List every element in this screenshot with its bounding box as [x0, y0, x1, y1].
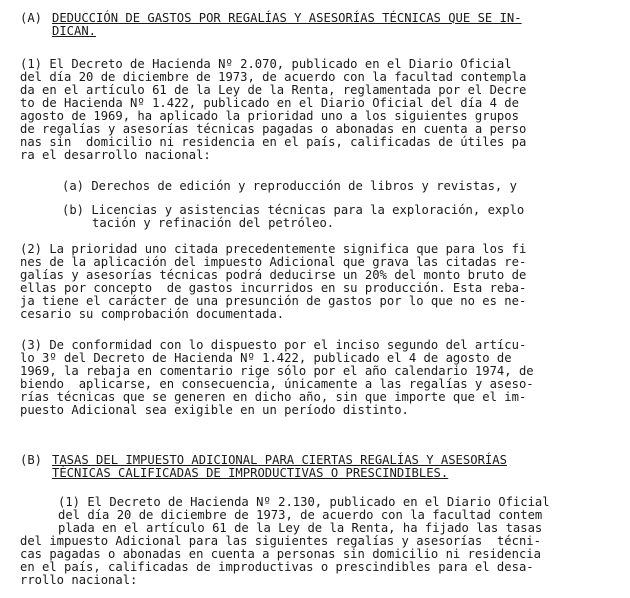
paragraph-line: agosto de 1969, ha aplicado la prioridad uno a los siguientes grupos [20, 109, 519, 123]
paragraph-line: del día 20 de diciembre de 1973, de acuerdo con la facultad contempla [20, 70, 527, 84]
paragraph-line: to de Hacienda Nº 1.422, publicado en el Diario Oficial del día 4 de [20, 96, 519, 110]
section-b-label: (B) [20, 453, 43, 467]
paragraph-line: puesto Adicional sea exigible en un período distinto. [20, 403, 409, 417]
paragraph-line: ra el desarrollo nacional: [20, 148, 211, 162]
paragraph-line: en el país, calificadas de improductivas o prescindibles para el desa- [20, 560, 534, 574]
paragraph-line: (1) El Decreto de Hacienda Nº 2.130, publicado en el Diario Oficial [58, 495, 550, 509]
paragraph-line: ja tiene el carácter de una presunción de gastos por lo que no es ne- [20, 294, 527, 308]
paragraph-line: nas sin domicilio ni residencia en el país, calificadas de útiles pa [20, 135, 527, 149]
section-a-label: (A) [20, 11, 43, 25]
paragraph-line: rrollo nacional: [20, 573, 138, 587]
list-item-b-line1: (b) Licencias y asistencias técnicas para la exploración, explo [62, 203, 525, 217]
section-b-heading-line2: TÉCNICAS CALIFICADAS DE IMPRODUCTIVAS O PRESCINDIBLES. [52, 466, 449, 480]
paragraph-line: de regalías y asesorías técnicas pagadas o abonadas en cuenta a perso [20, 122, 527, 136]
section-b-heading-line1: TASAS DEL IMPUESTO ADICIONAL PARA CIERTAS REGALÍAS Y ASESORÍAS [52, 453, 507, 467]
list-item-a: (a) Derechos de edición y reproducción de libros y revistas, y [62, 179, 517, 193]
paragraph-line: cas pagadas o abonadas en cuenta a personas sin domicilio ni residencia [20, 547, 541, 561]
paragraph-line: galías y asesorías técnicas podrá deducirse un 20% del monto bruto de [20, 268, 527, 282]
paragraph-line: rías técnicas que se generen en dicho año, sin que importe que el im- [20, 390, 527, 404]
section-a-heading-line2: DICAN. [52, 24, 97, 38]
paragraph-line: del impuesto Adicional para las siguientes regalías y asesorías técni- [20, 534, 541, 548]
paragraph-line: biendo aplicarse, en consecuencia, únicamente a las regalías y aseso- [20, 377, 534, 391]
section-a-heading-line1: DEDUCCIÓN DE GASTOS POR REGALÍAS Y ASESORÍAS TÉCNICAS QUE SE IN- [52, 11, 522, 25]
paragraph-line: (1) El Decreto de Hacienda Nº 2.070, publicado en el Diario Oficial [20, 57, 512, 71]
paragraph-line: cesario su comprobación documentada. [20, 307, 285, 321]
list-item-b-line2: tación y refinación del petróleo. [92, 216, 335, 230]
paragraph-line: plada en el artículo 61 de la Ley de la Renta, ha fijado las tasas [58, 521, 543, 535]
paragraph-line: lo 3º del Decreto de Hacienda Nº 1.422, publicado el 4 de agosto de [20, 351, 512, 365]
paragraph-line: del día 20 de diciembre de 1973, de acuerdo con la facultad contem [58, 508, 543, 522]
paragraph-line: da en el artículo 61 de la Ley de la Renta, reglamentada por el Decre [20, 83, 527, 97]
paragraph-line: nes de la aplicación del impuesto Adicional que grava las citadas re- [20, 255, 527, 269]
paragraph-line: (3) De conformidad con lo dispuesto por el inciso segundo del artícu- [20, 338, 527, 352]
paragraph-line: ellas por concepto de gastos incurridos en su producción. Esta reba- [20, 281, 527, 295]
paragraph-line: (2) La prioridad uno citada precedentemente significa que para los fi [20, 242, 527, 256]
paragraph-line: 1969, la rebaja en comentario rige sólo por el año calendario 1974, de [20, 364, 534, 378]
